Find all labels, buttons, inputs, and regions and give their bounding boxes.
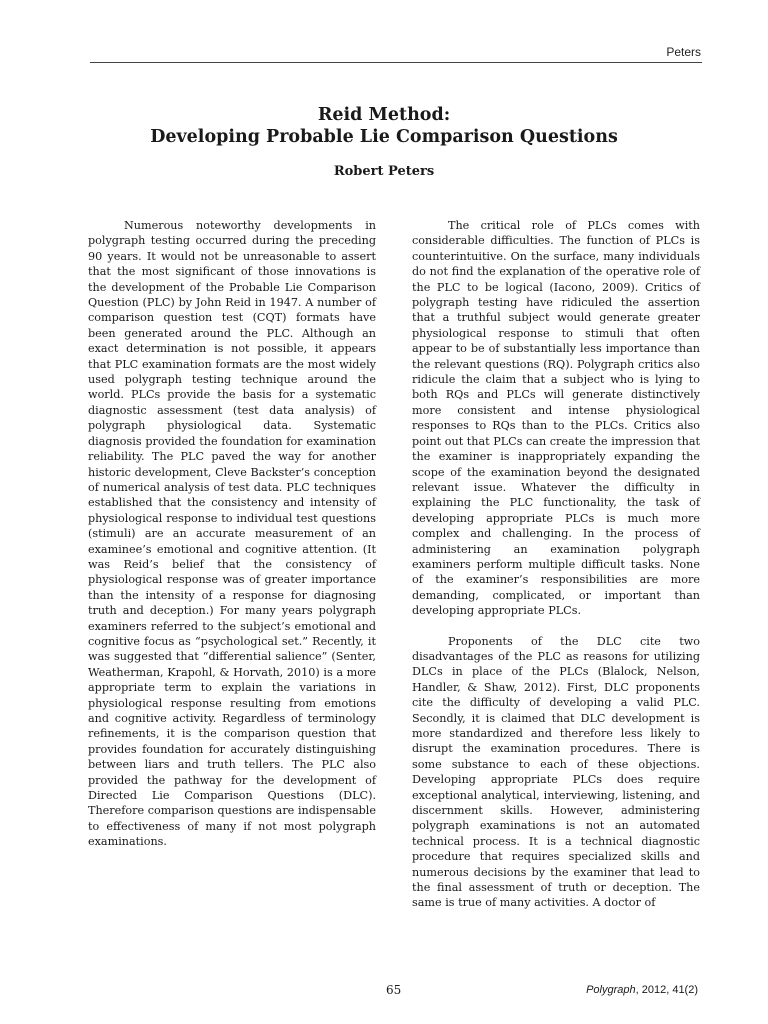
running-head: Peters <box>666 45 701 59</box>
author-name: Robert Peters <box>333 164 435 179</box>
journal-name: Polygraph <box>586 984 636 996</box>
paragraph: The critical role of PLCs comes with considerable difficulties. The function of PLCs is counterintuitive. On the surface, many individuals do not find the explanation of the operative role of the PLC to be logical (Iacono, 2009). Critics of polygraph testing have ridiculed the assertion that a truthful subject would generate greater physiological response to stimuli that often appear to be of substantially less importance than the relevant questions (RQ). Polygraph critics also ridicule the claim that a subject who is lying to both RQs and PLCs will generate distinctively more consistent and intense physiological responses to RQs than to the PLCs. Critics also point out that PLCs can create the impression that the examiner is inappropriately expanding the scope of the examination beyond the designated relevant issue. Whatever the difficulty in explaining the PLC functionality, the task of developing appropriate PLCs is much more complex and challenging. In the process of administering an examination polygraph examiners perform multiple difficult tasks. None of the examiner’s responsibilities are more demanding, complicated, or important than developing appropriate PLCs. <box>412 219 700 618</box>
paragraph: Proponents of the DLC cite two disadvantages of the PLC as reasons for utilizing DLCs in place of the PLCs (Blalock, Nelson, Handler, & Shaw, 2012). First, DLC proponents cite the difficulty of developing a valid PLC. Secondly, it is claimed that DLC development is more standardized and therefore less likely to disrupt the examination procedures. There is some substance to each of these objections. Developing appropriate PLCs does require exceptional analytical, interviewing, listening, and discernment skills. However, administering polygraph examinations is not an automated technical process. It is a technical diagnostic procedure that requires specialized skills and numerous decisions by the examiner that lead to the final assessment of truth or deception. The same is true of many activities. A doctor of <box>412 634 700 910</box>
header-rule <box>90 62 702 63</box>
left-column <box>88 218 376 850</box>
journal-citation <box>586 984 698 996</box>
journal-issue: , 2012, 41(2) <box>635 984 698 996</box>
title-line-2: Developing Probable Lie Comparison Questions <box>150 127 618 147</box>
paragraph: Numerous noteworthy developments in polygraph testing occurred during the preceding 90 years. It would not be unreasonable to assert that the most significant of those innovations is the development of the Probable Lie Comparison Question (PLC) by John Reid in 1947. A number of comparison question test (CQT) formats have been generated around the PLC. Although an exact determination is not possible, it appears that PLC examination formats are the most widely used polygraph testing technique around the world. PLCs provide the basis for a systematic diagnostic assessment (test data analysis) of polygraph physiological data. Systematic diagnosis provided the foundation for examination reliability. The PLC paved the way for another historic development, Cleve Backster’s conception of numerical analysis of test data. PLC techniques established that the consistency and intensity of physiological response to individual test questions (stimuli) are an accurate measurement of an examinee’s emotional and cognitive attention. (It was Reid’s belief that the consistency of physiological response was of greater importance than the intensity of a response for diagnosing truth and deception.) For many years polygraph examiners referred to the subject’s emotional and cognitive focus as “psychological set.” Recently, it was suggested that “differential salience” (Senter, Weatherman, Krapohl, & Horvath, 2010) is a more appropriate term to explain the variations in physiological response resulting from emotions and cognitive activity. Regardless of terminology refinements, it is the comparison question that provides foundation for accurately distinguishing between liars and truth tellers. The PLC also provided the pathway for the development of Directed Lie Comparison Questions (DLC). Therefore comparison questions are indispensable to effectiveness of many if not most polygraph examinations. <box>88 219 376 849</box>
article-title <box>0 104 768 148</box>
right-column <box>412 218 700 911</box>
title-line-1: Reid Method: <box>317 105 451 125</box>
page-number: 65 <box>386 983 402 997</box>
